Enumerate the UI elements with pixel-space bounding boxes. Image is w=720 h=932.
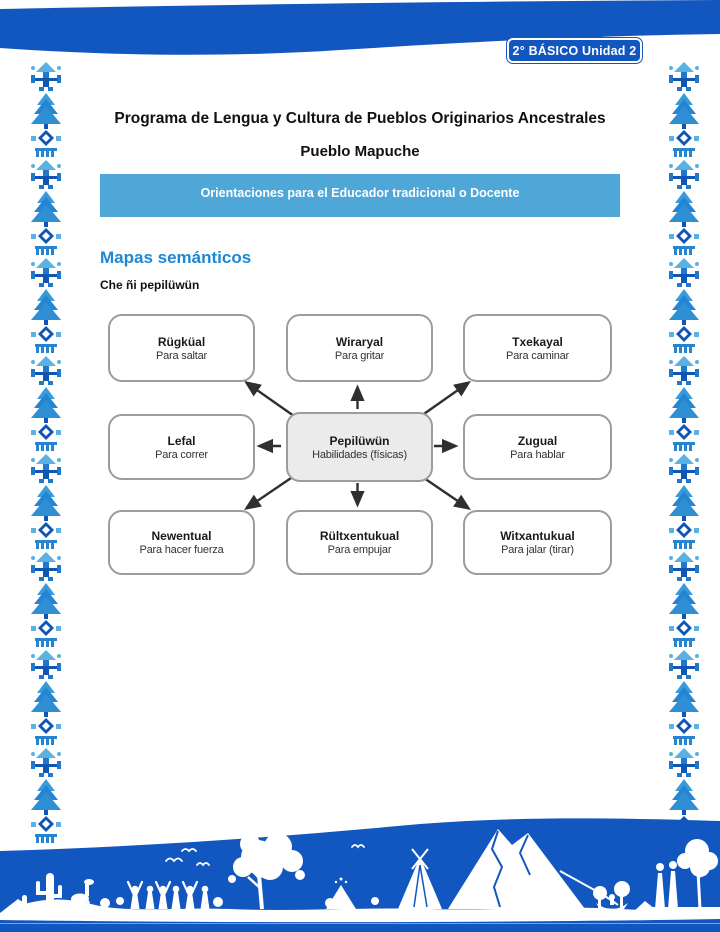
node-subtitle: Para correr: [155, 448, 208, 461]
node-subtitle: Para saltar: [156, 349, 207, 362]
pueblo-subtitle: Pueblo Mapuche: [300, 143, 420, 160]
node-pepiluwun-center: [286, 412, 433, 482]
mapuche-totem-border-left-icon: [28, 60, 64, 844]
arrow-down-right: [421, 476, 468, 508]
node-lefal: [108, 414, 255, 480]
unit-badge-label: 2° BÁSICO Unidad 2: [512, 43, 637, 58]
program-title: Programa de Lengua y Cultura de Pueblos Originarios Ancestrales: [114, 110, 606, 127]
node-rultxentukual: [286, 510, 433, 575]
orientation-banner-label: Orientaciones para el Educador tradicional o Docente: [200, 185, 520, 200]
node-subtitle: Para empujar: [327, 544, 392, 556]
node-subtitle: Para hacer fuerza: [139, 544, 224, 556]
node-wiraryal: [286, 314, 433, 382]
node-title: Lefal: [167, 433, 196, 448]
node-subtitle: Para caminar: [505, 349, 569, 362]
section-heading: Mapas semánticos: [100, 248, 252, 267]
node-title: Txekayal: [512, 334, 563, 349]
arrow-up-right: [421, 383, 468, 416]
node-zugual: [463, 414, 612, 480]
node-title: Newentual: [151, 529, 212, 543]
node-subtitle: Habilidades (físicas): [312, 448, 407, 461]
unit-badge: [507, 38, 642, 63]
node-newentual: [108, 510, 255, 575]
node-txekayal: [463, 314, 612, 382]
node-subtitle: Para gritar: [334, 349, 385, 362]
mapuche-totem-border-right-icon: [666, 60, 702, 844]
node-subtitle: Para hablar: [510, 448, 565, 461]
node-title: Rültxentukual: [319, 529, 400, 543]
semantic-map-title: Che ñi pepilüwün: [100, 278, 200, 292]
node-title: Zugual: [517, 433, 558, 448]
node-title: Pepilüwün: [329, 433, 390, 448]
node-title: Witxantukual: [500, 529, 575, 543]
orientation-banner: [100, 174, 620, 217]
node-title: Wiraryal: [335, 334, 384, 349]
node-rugkual: [108, 314, 255, 382]
node-subtitle: Para jalar (tirar): [501, 544, 574, 556]
landscape-silhouette: [0, 787, 720, 932]
node-title: Rügküal: [157, 334, 206, 349]
arrow-down-left: [247, 476, 294, 508]
arrow-up-left: [247, 383, 294, 416]
node-witxantukual: [463, 510, 612, 575]
